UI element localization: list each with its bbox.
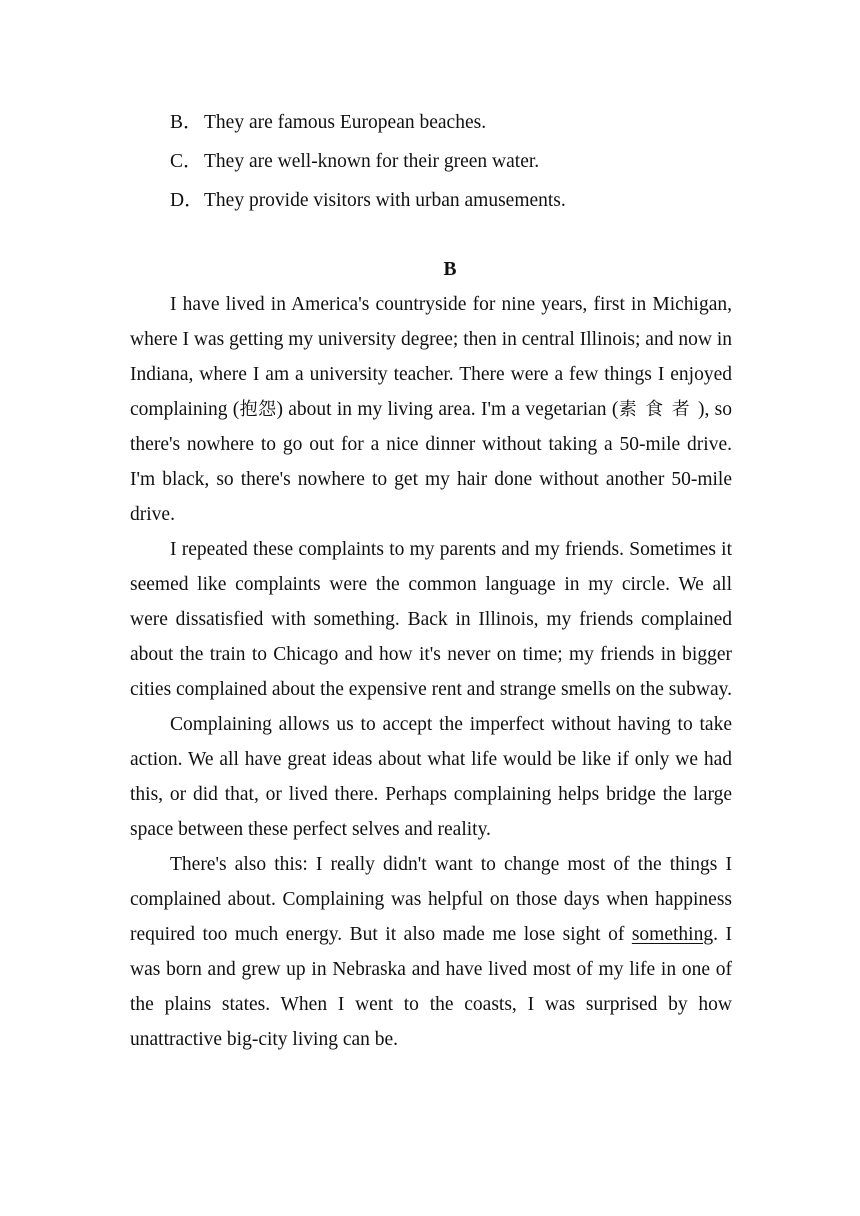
answer-options (170, 103, 770, 220)
paragraph-1-text-b: ) about in my living area. I'm a vegetarian ( (276, 399, 619, 420)
gloss-complain: 抱怨 (239, 399, 277, 420)
paragraph-2: I repeated these complaints to my parents and my friends. Sometimes it seemed like complaints were the common language in my circle. We all were dissatisfied with something. Back in Illinois, my friends complained about the train to Chicago and how it's never on time; my friends in bigger cities complained about the expensive rent and strange smells on the subway. (130, 539, 732, 700)
paragraph-3: Complaining allows us to accept the imperfect without having to take action. We all have great ideas about what life would be like if only we had this, or did that, or lived there. Perhaps complaining helps bridge the large space between these perfect selves and reality. (130, 714, 732, 840)
option-text: They provide visitors with urban amusements. (204, 190, 566, 211)
option-d (170, 181, 770, 220)
option-letter: C． (170, 151, 203, 172)
underlined-word: something (631, 924, 714, 945)
option-c (170, 142, 770, 181)
paragraph-4-text-b: . I was born and grew up in Nebraska and have lived most of my life in one of the plains states. When I went to the coasts, I was surprised by how unattractive big-city living can be. (130, 924, 732, 1050)
paragraph-4 (130, 847, 732, 1057)
paragraph-1 (130, 287, 732, 532)
paragraph-4-text-a: There's also this: I really didn't want to change most of the things I complained about. Complaining was helpful on those days when happiness required too much energy. But it also made me lose sight of (130, 854, 732, 945)
option-letter: D． (170, 190, 204, 211)
gloss-vegetarian: 素食者 (618, 399, 698, 420)
option-text: They are well-known for their green water. (204, 151, 540, 172)
option-b (170, 103, 770, 142)
option-text: They are famous European beaches. (204, 112, 487, 133)
reading-passage (130, 287, 732, 1057)
paragraph-1-text-a: I have lived in America's countryside for nine years, first in Michigan, where I was getting my university degree; then in central Illinois; and now in Indiana, where I am a university teacher. There were a few things I enjoyed complaining ( (130, 294, 732, 420)
section-heading: B (443, 259, 457, 280)
option-letter: B． (170, 112, 203, 133)
paragraph-1-text-c: ), so there's nowhere to go out for a nice dinner without taking a 50-mile drive. I'm black, so there's nowhere to get my hair done without another 50-mile drive. (130, 399, 732, 525)
